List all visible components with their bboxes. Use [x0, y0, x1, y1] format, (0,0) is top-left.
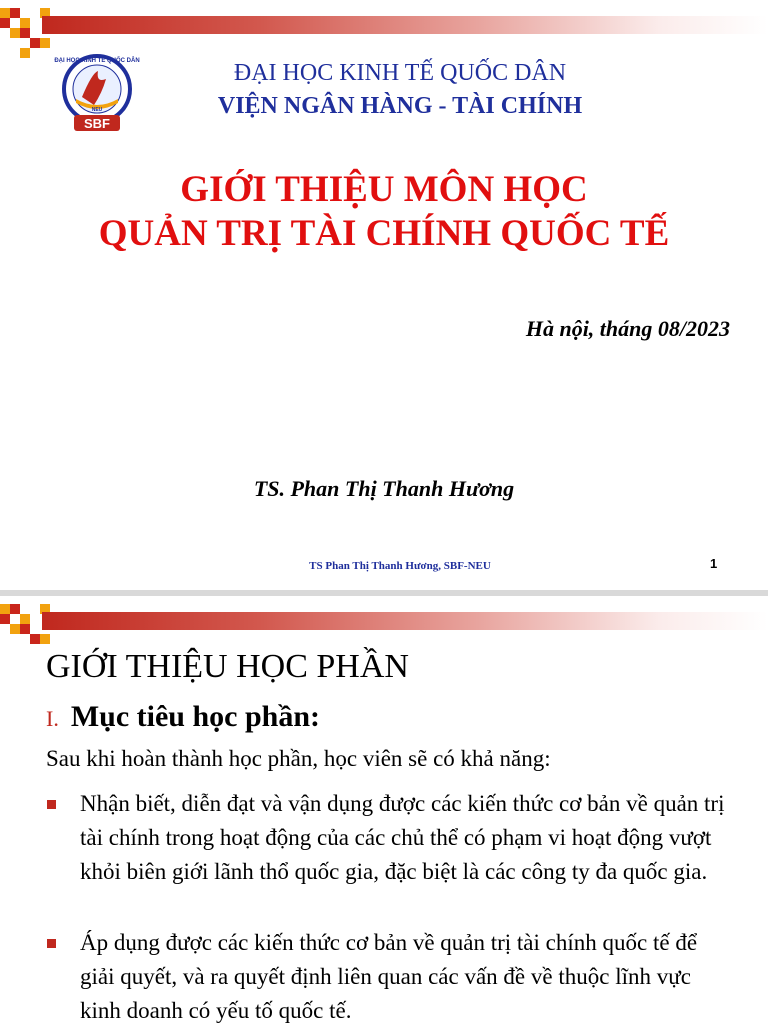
deco-square	[0, 614, 10, 624]
header-decoration	[0, 596, 768, 656]
deco-square	[10, 624, 20, 634]
slide-title: GIỚI THIỆU HỌC PHẦN	[46, 648, 409, 685]
page-number: 1	[710, 556, 718, 571]
gradient-bar	[42, 16, 768, 34]
header-decoration	[0, 0, 768, 60]
deco-square	[10, 8, 20, 18]
deco-square	[0, 604, 10, 614]
deco-square	[30, 634, 40, 644]
deco-square	[30, 38, 40, 48]
bullet-item: Nhận biết, diễn đạt và vận dụng được các kiến thức cơ bản về quản trị tài chính trong hoạt động của các chủ thể có phạm vi hoạt động vượt khỏi biên giới lãnh thổ quốc gia, đặc biệt là các công ty đa quốc gia.	[80, 787, 730, 889]
deco-square	[10, 28, 20, 38]
deco-square	[40, 634, 50, 644]
deco-square	[20, 614, 30, 624]
logo-bottom-text: NEU	[91, 107, 103, 113]
section-number: I.	[46, 706, 59, 731]
university-name: ĐẠI HỌC KINH TẾ QUỐC DÂN	[233, 60, 567, 86]
deco-square	[40, 38, 50, 48]
logo-badge-text: SBF	[84, 116, 110, 131]
deco-square	[0, 8, 10, 18]
gradient-bar	[42, 612, 768, 630]
course-title-line-2: QUẢN TRỊ TÀI CHÍNH QUỐC TẾ	[98, 213, 670, 254]
sbf-logo	[52, 53, 142, 135]
author-name: TS. Phan Thị Thanh Hương	[253, 476, 515, 501]
section-heading	[46, 700, 320, 734]
date-text: Hà nội, tháng 08/2023	[525, 316, 730, 341]
slide-footer: TS Phan Thị Thanh Hương, SBF-NEU	[309, 560, 491, 572]
section-title: Mục tiêu học phần:	[70, 700, 321, 733]
deco-square	[0, 18, 10, 28]
logo-top-text: ĐẠI HỌC KINH TẾ QUỐC DÂN	[54, 58, 140, 64]
deco-square	[20, 28, 30, 38]
deco-square	[10, 604, 20, 614]
slide-2	[0, 596, 768, 1024]
deco-square	[20, 18, 30, 28]
intro-text: Sau khi hoàn thành học phần, học viên sẽ có khả năng:	[46, 746, 551, 771]
deco-square	[20, 48, 30, 58]
institute-name: VIỆN NGÂN HÀNG - TÀI CHÍNH	[217, 93, 583, 119]
deco-square	[20, 624, 30, 634]
bullet-item: Áp dụng được các kiến thức cơ bản về quản trị tài chính quốc tế để giải quyết, và ra quyết định liên quan các vấn đề về thuộc lĩnh vực kinh doanh có yếu tố quốc tế.	[80, 926, 730, 1024]
course-title-line-1: GIỚI THIỆU MÔN HỌC	[180, 169, 588, 210]
